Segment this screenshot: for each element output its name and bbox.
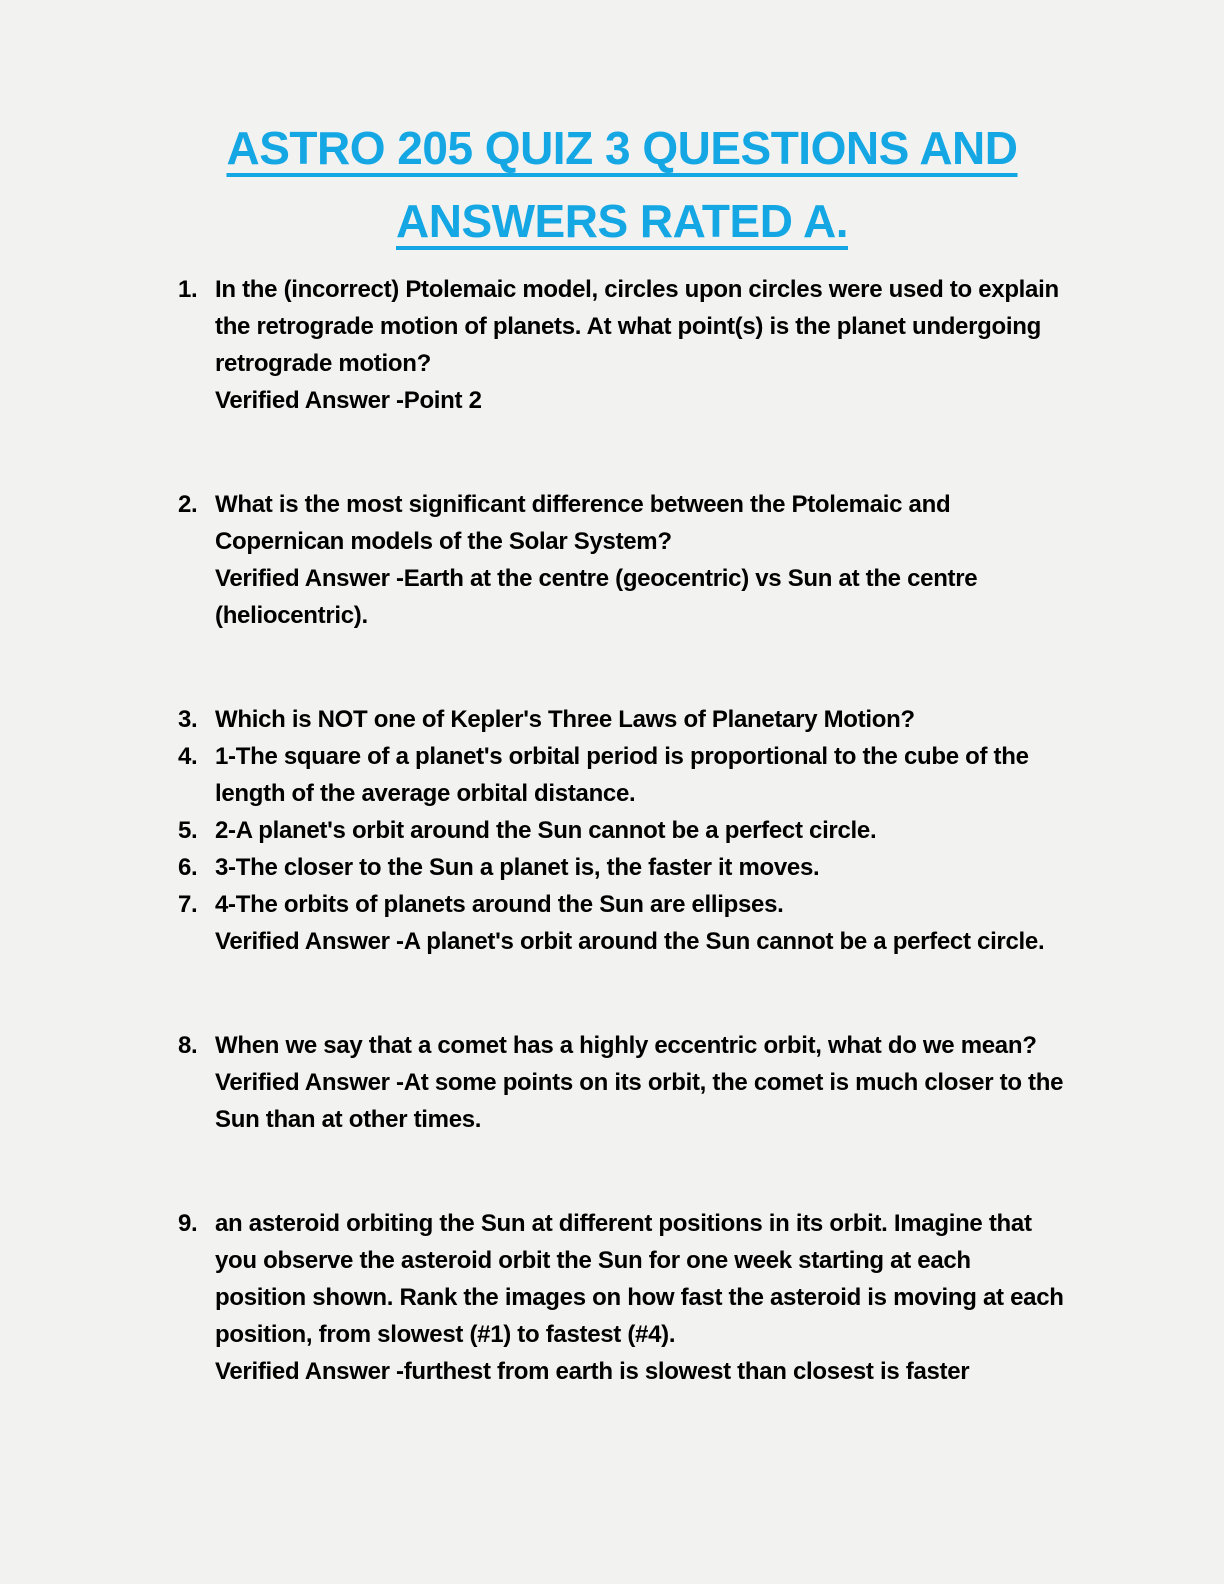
list-item bbox=[178, 486, 1066, 634]
verified-answer-text: Verified Answer -Point 2 bbox=[215, 387, 482, 415]
item-number: 5. bbox=[178, 817, 198, 845]
verified-answer-text: Verified Answer -furthest from earth is slowest than closest is faster bbox=[215, 1358, 970, 1386]
list-item bbox=[178, 701, 1066, 738]
item-number: 4. bbox=[178, 743, 198, 771]
question-list bbox=[178, 271, 1066, 1390]
question-text: When we say that a comet has a highly eccentric orbit, what do we mean? bbox=[215, 1032, 1037, 1060]
question-text: 4-The orbits of planets around the Sun are ellipses. bbox=[215, 891, 784, 919]
list-item bbox=[178, 812, 1066, 849]
list-item bbox=[178, 886, 1066, 960]
list-item bbox=[178, 738, 1066, 812]
item-number: 9. bbox=[178, 1210, 198, 1238]
verified-answer-text: Verified Answer -Earth at the centre (geocentric) vs Sun at the centre (heliocentric). bbox=[215, 565, 978, 630]
question-text: 1-The square of a planet's orbital period is proportional to the cube of the length of the average orbital distance. bbox=[215, 743, 1029, 808]
verified-answer-text: Verified Answer -A planet's orbit around the Sun cannot be a perfect circle. bbox=[215, 928, 1045, 956]
item-body bbox=[215, 701, 1066, 738]
item-number: 2. bbox=[178, 491, 198, 519]
question-text: In the (incorrect) Ptolemaic model, circles upon circles were used to explain the retrograde motion of planets. At what point(s) is the planet undergoing retrograde motion? bbox=[215, 276, 1059, 378]
item-body bbox=[215, 738, 1066, 812]
item-body bbox=[215, 849, 1066, 886]
item-number: 6. bbox=[178, 854, 198, 882]
item-number: 7. bbox=[178, 891, 198, 919]
item-body bbox=[215, 486, 1066, 634]
list-item bbox=[178, 1027, 1066, 1138]
item-body bbox=[215, 271, 1066, 419]
list-item bbox=[178, 1205, 1066, 1390]
list-item bbox=[178, 849, 1066, 886]
item-body bbox=[215, 1205, 1066, 1390]
page-title: ASTRO 205 QUIZ 3 QUESTIONS AND ANSWERS RATED A. bbox=[226, 122, 1018, 247]
item-number: 1. bbox=[178, 276, 198, 304]
question-text: What is the most significant difference between the Ptolemaic and Copernican models of the Solar System? bbox=[215, 491, 951, 556]
question-text: 2-A planet's orbit around the Sun cannot be a perfect circle. bbox=[215, 817, 877, 845]
item-body bbox=[215, 1027, 1066, 1138]
list-item bbox=[178, 271, 1066, 419]
verified-answer-text: Verified Answer -At some points on its orbit, the comet is much closer to the Sun than at other times. bbox=[215, 1069, 1064, 1134]
question-text: Which is NOT one of Kepler's Three Laws of Planetary Motion? bbox=[215, 706, 915, 734]
item-number: 3. bbox=[178, 706, 198, 734]
item-body bbox=[215, 812, 1066, 849]
item-body bbox=[215, 886, 1066, 960]
question-text: 3-The closer to the Sun a planet is, the faster it moves. bbox=[215, 854, 820, 882]
item-number: 8. bbox=[178, 1032, 198, 1060]
question-text: an asteroid orbiting the Sun at different positions in its orbit. Imagine that you observe the asteroid orbit the Sun for one week starting at each position shown. Rank the images on how fast the asteroid is moving at each position, from slowest (#1) to fastest (#4). bbox=[215, 1210, 1064, 1349]
